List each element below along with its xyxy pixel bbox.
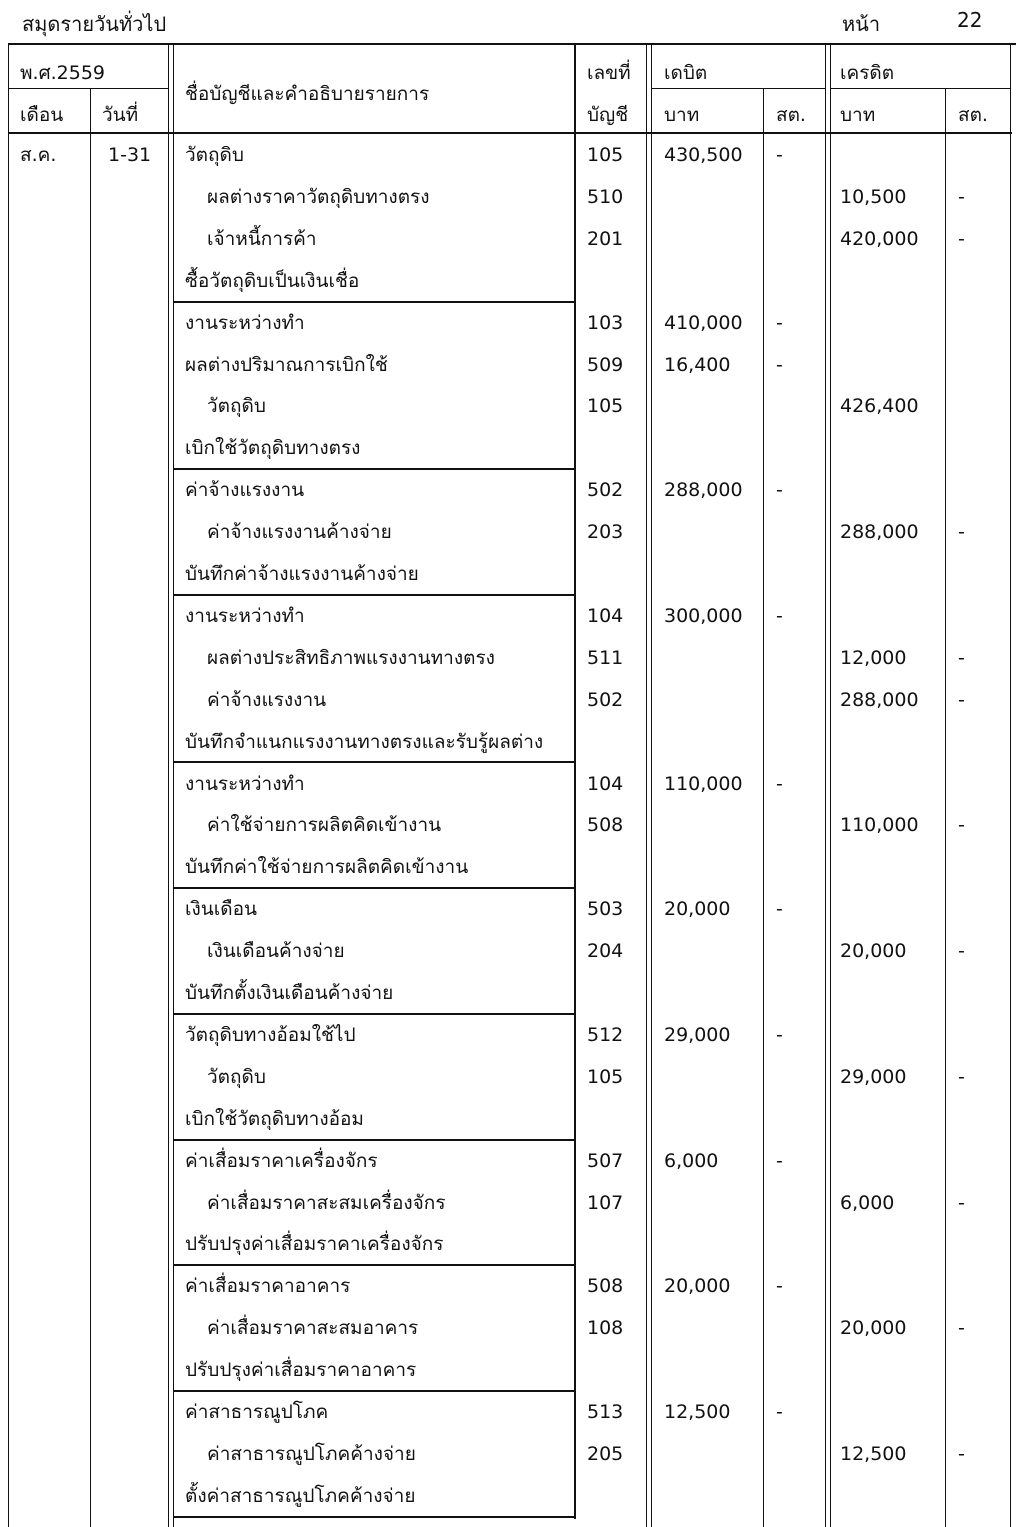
debit-credit-divider-right [830, 44, 831, 1527]
debit-satang: - [776, 311, 783, 334]
debit-satang: - [776, 1401, 783, 1423]
account-number: 509 [587, 353, 624, 376]
account-number: 507 [587, 1149, 624, 1172]
account-number: 511 [587, 646, 624, 669]
entry-separator [174, 594, 575, 596]
entry-day-range: 1-31 [108, 144, 152, 166]
day-header: วันที่ [102, 104, 139, 126]
credit-baht: 288,000 [840, 688, 919, 711]
entry-memo: ตั้งค่าสาธารณูปโภคค้างจ่าย [185, 1484, 416, 1507]
debit-baht: 430,500 [664, 144, 743, 166]
debit-baht: 288,000 [664, 479, 743, 502]
acc-divider-left [646, 44, 647, 1527]
credit-baht: 110,000 [840, 814, 919, 837]
credit-header: เครดิต [840, 62, 895, 84]
account-number: 203 [587, 521, 624, 544]
account-number: 103 [587, 311, 624, 334]
account-name: ค่าจ้างแรงงาน [207, 688, 327, 711]
day-divider [90, 88, 91, 1527]
account-name: ผลต่างราคาวัตถุดิบทางตรง [207, 185, 430, 208]
credit-baht: 20,000 [840, 940, 907, 963]
entry-memo: บันทึกค่าจ้างแรงงานค้างจ่าย [185, 563, 419, 585]
credit-satang: - [958, 185, 965, 208]
page-label: หน้า [842, 12, 881, 36]
entry-separator [174, 887, 575, 889]
account-number: 508 [587, 814, 624, 837]
acc-divider-right [651, 44, 652, 1527]
account-name: ค่าสาธารณูปโภคค้างจ่าย [207, 1442, 416, 1465]
debit-baht: 20,000 [664, 1275, 731, 1298]
debit-satang: - [776, 1023, 783, 1046]
credit-satang-divider [945, 88, 946, 1527]
debit-satang: - [776, 479, 783, 502]
account-number: 502 [587, 688, 624, 711]
account-name: งานระหว่างทำ [185, 604, 305, 627]
account-number: 108 [587, 1317, 624, 1340]
credit-satang: - [958, 814, 965, 837]
year-header: พ.ศ.2559 [20, 62, 106, 84]
account-number: 104 [587, 604, 624, 627]
account-number: 513 [587, 1401, 624, 1423]
debit-satang: - [776, 1275, 783, 1298]
date-divider-right [173, 44, 174, 1527]
account-name: ค่าจ้างแรงงาน [185, 479, 305, 502]
account-name: ค่าสาธารณูปโภค [185, 1401, 329, 1423]
left-border [8, 44, 9, 1527]
credit-satang: - [958, 521, 965, 544]
credit-baht: 420,000 [840, 227, 919, 250]
account-name: ผลต่างประสิทธิภาพแรงงานทางตรง [207, 646, 495, 669]
header-mid-rule [8, 88, 168, 89]
entry-memo: บันทึกจำแนกแรงงานทางตรงและรับรู้ผลต่าง [185, 730, 544, 753]
debit-baht: 16,400 [664, 353, 731, 376]
account-name: เจ้าหนี้การค้า [207, 227, 317, 250]
account-number: 201 [587, 227, 624, 250]
credit-satang: - [958, 1442, 965, 1465]
account-number: 508 [587, 1275, 624, 1298]
credit-baht: 10,500 [840, 185, 907, 208]
credit-satang-header: สต. [958, 104, 988, 126]
debit-header: เดบิต [664, 62, 708, 84]
right-border [1010, 44, 1011, 1527]
credit-satang: - [958, 227, 965, 250]
entry-separator [174, 1013, 575, 1015]
account-number: 510 [587, 185, 624, 208]
account-no-header-1: เลขที่ [587, 62, 631, 84]
debit-satang: - [776, 353, 783, 376]
credit-satang: - [958, 1317, 965, 1340]
debit-baht: 6,000 [664, 1149, 719, 1172]
account-name: วัตถุดิบ [185, 144, 244, 166]
entry-memo: ปรับปรุงค่าเสื่อมราคาเครื่องจักร [185, 1233, 444, 1256]
entry-separator [174, 1139, 575, 1141]
debit-baht: 410,000 [664, 311, 743, 334]
entry-separator [174, 1516, 575, 1518]
entry-month: ส.ค. [20, 144, 57, 166]
entry-memo: เบิกใช้วัตถุดิบทางอ้อม [185, 1107, 364, 1130]
entry-separator [174, 761, 575, 763]
account-name: เงินเดือนค้างจ่าย [207, 940, 345, 963]
account-name: ค่าเสื่อมราคาอาคาร [185, 1275, 351, 1298]
debit-baht: 110,000 [664, 772, 743, 795]
entry-separator [174, 301, 575, 303]
account-name: งานระหว่างทำ [185, 772, 305, 795]
credit-baht: 12,500 [840, 1442, 907, 1465]
debit-satang-header: สต. [776, 104, 806, 126]
credit-baht: 426,400 [840, 395, 919, 418]
entry-separator [174, 468, 575, 470]
debit-credit-divider-left [825, 44, 826, 1527]
debit-satang: - [776, 772, 783, 795]
debit-satang: - [776, 898, 783, 921]
account-number: 512 [587, 1023, 624, 1046]
entry-separator [174, 1264, 575, 1266]
header-mid-rule-credit [830, 88, 1010, 89]
account-name: ค่าจ้างแรงงานค้างจ่าย [207, 521, 392, 544]
account-number: 105 [587, 144, 624, 166]
account-number: 503 [587, 898, 624, 921]
credit-baht: 6,000 [840, 1191, 895, 1214]
credit-baht: 288,000 [840, 521, 919, 544]
account-name: ค่าเสื่อมราคาสะสมอาคาร [207, 1317, 419, 1340]
entry-memo: ปรับปรุงค่าเสื่อมราคาอาคาร [185, 1359, 417, 1382]
journal-title: สมุดรายวันทั่วไป [22, 12, 167, 36]
debit-satang: - [776, 604, 783, 627]
account-name: เงินเดือน [185, 898, 257, 921]
credit-baht: 20,000 [840, 1317, 907, 1340]
header-mid-rule-debit [652, 88, 826, 89]
debit-baht: 12,500 [664, 1401, 731, 1423]
debit-baht: 300,000 [664, 604, 743, 627]
account-name: ค่าเสื่อมราคาสะสมเครื่องจักร [207, 1191, 446, 1214]
top-rule [8, 43, 1016, 45]
entry-memo: บันทึกตั้งเงินเดือนค้างจ่าย [185, 982, 394, 1004]
account-number: 105 [587, 395, 624, 418]
entry-memo: เบิกใช้วัตถุดิบทางตรง [185, 437, 361, 460]
debit-baht-header: บาท [664, 104, 700, 126]
account-name: ค่าเสื่อมราคาเครื่องจักร [185, 1149, 378, 1172]
credit-baht-header: บาท [840, 104, 876, 126]
entry-memo: ซื้อวัตถุดิบเป็นเงินเชื่อ [185, 269, 360, 292]
debit-satang: - [776, 144, 783, 166]
account-name: วัตถุดิบ [207, 395, 266, 418]
account-number: 205 [587, 1442, 624, 1465]
debit-baht: 29,000 [664, 1023, 731, 1046]
credit-satang: - [958, 646, 965, 669]
month-header: เดือน [20, 104, 64, 126]
credit-satang: - [958, 940, 965, 963]
date-divider-left [168, 44, 169, 1527]
credit-satang: - [958, 688, 965, 711]
debit-baht: 20,000 [664, 898, 731, 921]
credit-baht: 12,000 [840, 646, 907, 669]
desc-divider [574, 44, 576, 1519]
debit-satang: - [776, 1149, 783, 1172]
credit-satang: - [958, 1191, 965, 1214]
entry-memo: บันทึกค่าใช้จ่ายการผลิตคิดเข้างาน [185, 856, 469, 879]
account-number: 107 [587, 1191, 624, 1214]
page-number: 22 [957, 8, 983, 32]
account-name: งานระหว่างทำ [185, 311, 305, 334]
account-name: ค่าใช้จ่ายการผลิตคิดเข้างาน [207, 814, 442, 837]
credit-baht: 29,000 [840, 1065, 907, 1088]
account-number: 204 [587, 940, 624, 963]
account-name: ผลต่างปริมาณการเบิกใช้ [185, 353, 388, 376]
account-name: วัตถุดิบ [207, 1065, 266, 1088]
account-no-header-2: บัญชี [587, 104, 629, 126]
account-number: 104 [587, 772, 624, 795]
account-name: วัตถุดิบทางอ้อมใช้ไป [185, 1023, 356, 1046]
entry-separator [174, 1390, 575, 1392]
header-bottom-rule [8, 132, 1012, 134]
credit-satang: - [958, 1065, 965, 1088]
account-number: 502 [587, 479, 624, 502]
description-header: ชื่อบัญชีและคำอธิบายรายการ [185, 83, 430, 105]
account-number: 105 [587, 1065, 624, 1088]
debit-satang-divider [763, 88, 764, 1527]
